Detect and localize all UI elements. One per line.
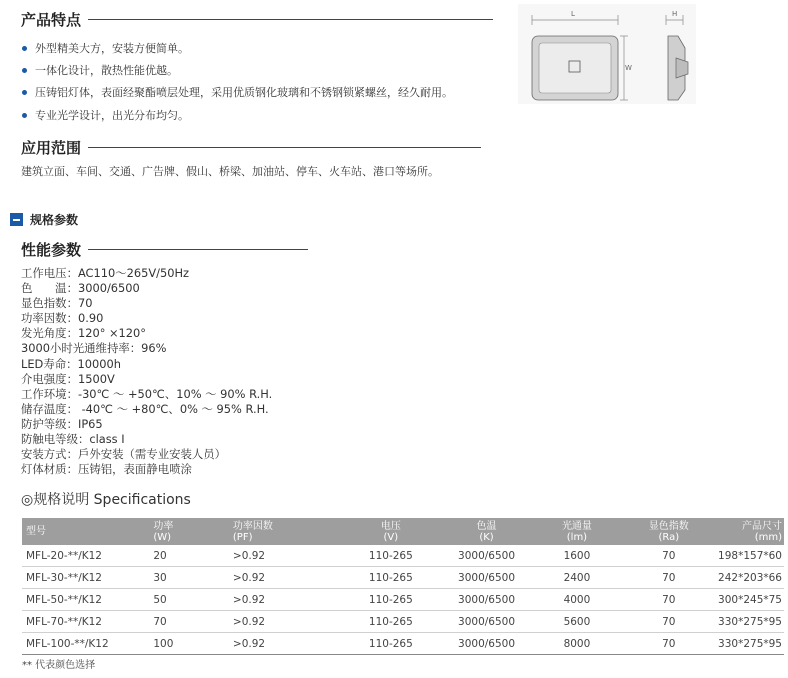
param-line: 功率因数：0.90 [21, 311, 104, 326]
cell-luminous-flux: 1600 [532, 545, 621, 567]
cell-luminous-flux: 2400 [532, 567, 621, 589]
cell-color-temp: 3000/6500 [441, 633, 533, 655]
header-color-temp: 色温 (K) [441, 518, 533, 545]
param-line: 安装方式：戶外安装（需专业安装人员） [21, 447, 227, 462]
cell-power: 20 [143, 545, 231, 567]
header-dimensions: 产品尺寸 (mm) [716, 518, 784, 545]
header-cri: 显色指数 (Ra) [622, 518, 716, 545]
feature-item-4: 专业光学设计，出光分布均匀。 [21, 105, 453, 127]
features-list [21, 38, 453, 127]
cell-color-temp: 3000/6500 [441, 611, 533, 633]
length-label: L [571, 10, 575, 18]
spec-section-header [10, 211, 78, 228]
header-model: 型号 [22, 518, 143, 545]
table-row [22, 545, 784, 567]
width-label: W [625, 64, 632, 72]
cell-power: 30 [143, 567, 231, 589]
cell-cri: 70 [622, 633, 716, 655]
cell-dimensions: 242*203*66 [716, 567, 784, 589]
application-title: 应用范围 [21, 139, 82, 157]
table-row [22, 633, 784, 655]
application-title-rule [88, 147, 481, 148]
cell-model: MFL-50-**/K12 [22, 589, 143, 611]
cell-voltage: 110-265 [341, 545, 441, 567]
performance-title-rule [88, 249, 308, 250]
cell-power-factor: >0.92 [231, 611, 341, 633]
features-title-rule [88, 19, 493, 20]
param-line: 工作环境：-30℃ ～ +50℃、10% ～ 90% R.H. [21, 386, 273, 401]
cell-power-factor: >0.92 [231, 567, 341, 589]
cell-cri: 70 [622, 589, 716, 611]
cell-power: 70 [143, 611, 231, 633]
cell-voltage: 110-265 [341, 633, 441, 655]
param-line: LED寿命：10000h [21, 356, 121, 371]
param-line: 防触电等级：class I [21, 432, 125, 447]
param-line: 介电强度：1500V [21, 371, 115, 386]
param-line: 显色指数：70 [21, 296, 93, 311]
param-line: 工作电压：AC110～265V/50Hz [21, 266, 190, 280]
feature-item-1: 外型精美大方，安装方便简单。 [21, 38, 453, 60]
cell-power: 100 [143, 633, 231, 655]
spec-table [22, 518, 784, 655]
cell-power-factor: >0.92 [231, 545, 341, 567]
cell-power-factor: >0.92 [231, 633, 341, 655]
performance-title: 性能参数 [21, 241, 82, 259]
cell-color-temp: 3000/6500 [441, 545, 533, 567]
cell-dimensions: 330*275*95 [716, 633, 784, 655]
cell-cri: 70 [622, 611, 716, 633]
cell-color-temp: 3000/6500 [441, 589, 533, 611]
application-text: 建筑立面、车间、交通、广告牌、假山、桥梁、加油站、停车、火车站、港口等场所。 [21, 165, 439, 178]
cell-model: MFL-20-**/K12 [22, 545, 143, 567]
table-row [22, 611, 784, 633]
feature-item-3: 压铸铝灯体，表面经聚酯喷层处理，采用优质钢化玻璃和不锈钢锁紧螺丝，经久耐用。 [21, 82, 453, 104]
header-power-factor: 功率因数 (PF) [231, 518, 341, 545]
header-power: 功率 (W) [143, 518, 231, 545]
cell-model: MFL-30-**/K12 [22, 567, 143, 589]
cell-cri: 70 [622, 545, 716, 567]
cell-power: 50 [143, 589, 231, 611]
cell-voltage: 110-265 [341, 567, 441, 589]
param-line: 发光角度：120° ×120° [21, 326, 146, 341]
cell-power-factor: >0.92 [231, 589, 341, 611]
height-label: H [672, 10, 678, 18]
cell-luminous-flux: 4000 [532, 589, 621, 611]
param-line: 灯体材质：压铸铝，表面静电喷涂 [21, 462, 192, 477]
header-voltage: 电压 (V) [341, 518, 441, 545]
spec-table-header-row [22, 518, 784, 545]
cell-model: MFL-70-**/K12 [22, 611, 143, 633]
param-line: 3000小时光通维持率：96% [21, 341, 167, 356]
minus-square-icon [10, 213, 23, 226]
features-title: 产品特点 [21, 11, 82, 29]
lamp-front-glass [539, 43, 611, 93]
param-line: 储存温度： -40℃ ～ +80℃、0% ～ 95% R.H. [21, 401, 269, 416]
cell-model: MFL-100-**/K12 [22, 633, 143, 655]
cell-cri: 70 [622, 567, 716, 589]
cell-dimensions: 330*275*95 [716, 611, 784, 633]
performance-list [21, 266, 272, 477]
cell-luminous-flux: 8000 [532, 633, 621, 655]
header-luminous-flux: 光通量 (lm) [532, 518, 621, 545]
feature-item-2: 一体化设计，散热性能优越。 [21, 60, 453, 82]
cell-color-temp: 3000/6500 [441, 567, 533, 589]
cell-luminous-flux: 5600 [532, 611, 621, 633]
param-line: 色 温：3000/6500 [21, 281, 140, 296]
table-row [22, 589, 784, 611]
spec-footnote: ** 代表颜色选择 [22, 660, 96, 671]
param-line: 防护等级：IP65 [21, 416, 103, 431]
product-dimension-diagram [518, 4, 696, 104]
cell-dimensions: 198*157*60 [716, 545, 784, 567]
cell-voltage: 110-265 [341, 589, 441, 611]
spec-section-label: 规格参数 [30, 213, 79, 227]
cell-dimensions: 300*245*75 [716, 589, 784, 611]
cell-voltage: 110-265 [341, 611, 441, 633]
spec-table-title: ◎规格说明 Specifications [21, 492, 191, 508]
table-row [22, 567, 784, 589]
